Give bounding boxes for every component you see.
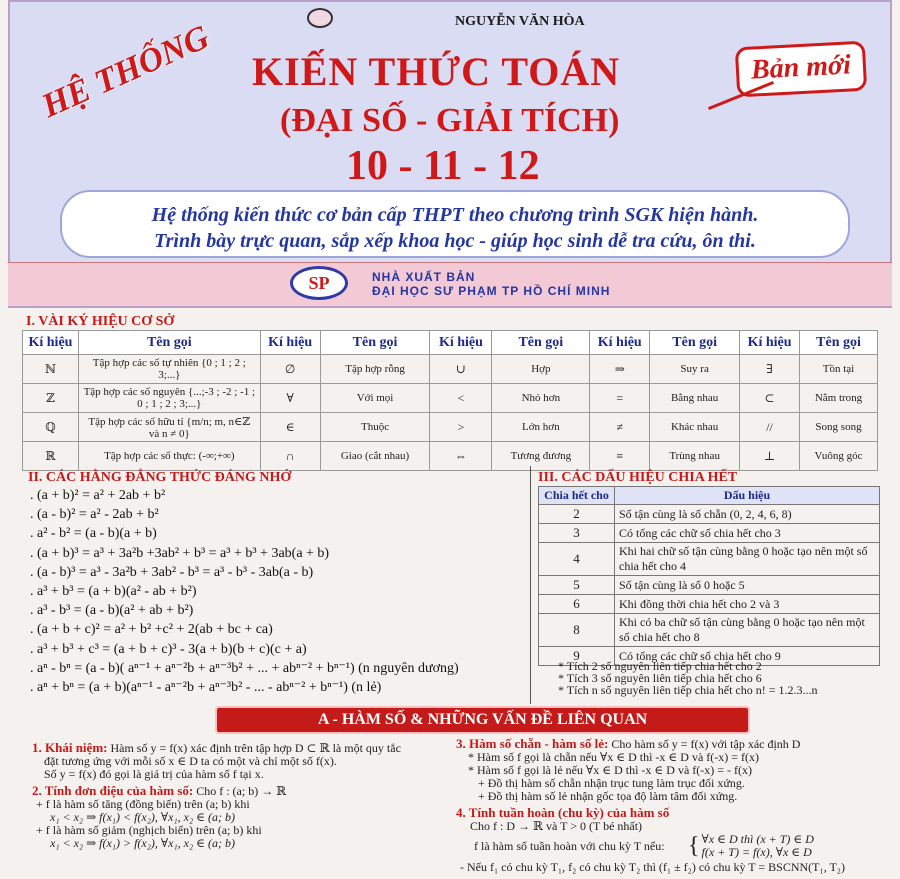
section-divisibility-title: III. CÁC DẤU HIỆU CHIA HẾT (538, 470, 738, 485)
book-subtitle: (ĐẠI SỐ - GIẢI TÍCH) (280, 102, 620, 139)
concept-paragraph (32, 741, 432, 781)
even-odd-text: + Đồ thị hàm số lẻ nhận gốc tọa độ làm tâm đối xứng. (478, 789, 738, 803)
symbol-cell: ⇒ (590, 355, 650, 384)
name-cell: Vuông góc (800, 442, 878, 471)
name-cell: Trùng nhau (650, 442, 740, 471)
name-cell: Tập hợp rỗng (320, 355, 430, 384)
note-item: * Tích n số nguyên liên tiếp chia hết cho n! = 1.2.3...n (558, 683, 818, 697)
col-name: Tên gọi (650, 331, 740, 355)
divisor-cell: 4 (539, 543, 615, 576)
col-name: Tên gọi (800, 331, 878, 355)
concept-text: Số y = f(x) đó gọi là giá trị của hàm số f tại x. (44, 767, 264, 781)
identity-item: . aⁿ - bⁿ = (a - b)( aⁿ⁻¹ + aⁿ⁻²b + aⁿ⁻³b² + ... + abⁿ⁻² + bⁿ⁻¹) (n nguyên dương) (30, 660, 459, 676)
monotonic-text: + f là hàm số giảm (nghịch biến) trên (a; b) khi (36, 823, 262, 837)
symbol-cell: ≠ (590, 413, 650, 442)
col-rule: Dấu hiệu (615, 487, 880, 505)
symbol-cell: ∪ (430, 355, 492, 384)
note-item: * Tích 3 số nguyên liên tiếp chia hết cho 6 (558, 671, 762, 685)
symbol-cell: ≡ (590, 442, 650, 471)
identity-item: . (a + b)³ = a³ + 3a²b +3ab² + b³ = a³ + b³ + 3ab(a + b) (30, 545, 330, 561)
publisher-line-2: ĐẠI HỌC SƯ PHẠM TP HỒ CHÍ MINH (372, 284, 611, 298)
publisher-mini-logo-icon (307, 8, 333, 28)
description-line-1: Hệ thống kiến thức cơ bản cấp THPT theo chương trình SGK hiện hành. (151, 204, 759, 226)
rule-cell: Khi đồng thời chia hết cho 2 và 3 (615, 595, 880, 614)
table-row (539, 505, 880, 524)
name-cell: Tương đương (492, 442, 590, 471)
symbol-cell: > (430, 413, 492, 442)
symbol-cell: ℚ (23, 413, 79, 442)
note-item: * Tích 2 số nguyên liên tiếp chia hết cho 2 (558, 659, 762, 673)
rule-cell: Có tổng các chữ số chia hết cho 9 (615, 647, 880, 666)
symbol-cell: ℝ (23, 442, 79, 471)
name-cell: Song song (800, 413, 878, 442)
even-odd-text: Cho hàm số y = f(x) với tập xác định D (611, 737, 801, 751)
monotonic-text: x₁ < x₂ ⇒ f(x₁) < f(x₂), ∀x₁, x₂ ∈ (a; b) (50, 810, 236, 824)
concept-text: đặt tương ứng với mỗi số x ∈ D ta có một và chỉ một số f(x). (44, 754, 337, 768)
periodic-text: - Nếu f₁ có chu kỳ T₁, f₂ có chu kỳ T₂ thì (f₁ ± f₂) có chu kỳ T = BSCNN(T₁, T₂) (460, 860, 845, 874)
name-cell: Nằm trong (800, 384, 878, 413)
description-line-2: Trình bày trực quan, sắp xếp khoa học - giúp học sinh dễ tra cứu, ôn thi. (154, 230, 756, 252)
col-name: Tên gọi (492, 331, 590, 355)
table-row (539, 614, 880, 647)
concept-heading: 1. Khái niệm: (32, 740, 108, 755)
rule-cell: Số tận cùng là số chẵn (0, 2, 4, 6, 8) (615, 505, 880, 524)
col-symbol: Kí hiệu (23, 331, 79, 355)
even-odd-heading: 3. Hàm số chẵn - hàm số lẻ: (456, 736, 609, 751)
rule-cell: Khi có ba chữ số tận cùng bằng 0 hoặc tạo nên một số chia hết cho 8 (615, 614, 880, 647)
periodic-text: Cho f : D → ℝ và T > 0 (T bé nhất) (470, 819, 643, 833)
identity-item: . aⁿ + bⁿ = (a + b)(aⁿ⁻¹ - aⁿ⁻²b + aⁿ⁻³b² - ... - abⁿ⁻² + bⁿ⁻¹) (n lẻ) (30, 680, 382, 696)
monotonic-heading: 2. Tính đơn điệu của hàm số: (32, 783, 194, 798)
col-name: Tên gọi (320, 331, 430, 355)
table-row (23, 355, 878, 384)
identity-item: . (a + b + c)² = a² + b² +c² + 2(ab + bc + ca) (30, 622, 273, 638)
col-symbol: Kí hiệu (590, 331, 650, 355)
symbol-cell: ℤ (23, 384, 79, 413)
author-name: NGUYỄN VĂN HÒA (455, 14, 585, 29)
name-cell: Tồn tại (800, 355, 878, 384)
name-cell: Thuộc (320, 413, 430, 442)
periodic-paragraph (456, 806, 892, 874)
book-title: KIẾN THỨC TOÁN (252, 49, 621, 94)
symbol-cell: ⊥ (740, 442, 800, 471)
identity-item: . a³ + b³ + c³ = (a + b + c)³ - 3(a + b)(b + c)(c + a) (30, 641, 307, 657)
table-header-row (539, 487, 880, 505)
col-symbol: Kí hiệu (260, 331, 320, 355)
col-symbol: Kí hiệu (430, 331, 492, 355)
section-symbols-title: I. VÀI KÝ HIỆU CƠ SỞ (26, 314, 175, 329)
identity-item: . (a - b)² = a² - 2ab + b² (30, 507, 159, 523)
concept-text: Hàm số y = f(x) xác định trên tập hợp D ⊂ ℝ là một quy tắc (110, 741, 401, 755)
name-cell: Giao (cắt nhau) (320, 442, 430, 471)
identity-item: . (a + b)² = a² + 2ab + b² (30, 488, 166, 503)
periodic-text: f là hàm số tuần hoàn với chu kỳ T nếu: (474, 838, 665, 853)
even-odd-text: * Hàm số f gọi là chẵn nếu ∀x ∈ D thì -x ∈ D và f(-x) = f(x) (468, 750, 760, 764)
table-row (539, 543, 880, 576)
divisor-cell: 2 (539, 505, 615, 524)
section-identities-title: II. CÁC HẰNG ĐẲNG THỨC ĐÁNG NHỚ (28, 470, 292, 485)
periodic-condition: ∀x ∈ D thì (x + T) ∈ D (701, 832, 814, 846)
name-cell: Tập hợp các số tự nhiên {0 ; 1 ; 2 ; 3;...} (78, 355, 260, 384)
brace-icon: { (688, 833, 700, 859)
name-cell: Lớn hơn (492, 413, 590, 442)
name-cell: Suy ra (650, 355, 740, 384)
symbol-cell: ∩ (260, 442, 320, 471)
identity-item: . a² - b² = (a - b)(a + b) (30, 526, 157, 542)
monotonic-text: Cho f : (a; b) → ℝ (196, 784, 287, 798)
symbol-cell: ⇔ (430, 442, 492, 471)
identity-item: . a³ + b³ = (a + b)(a² - ab + b²) (30, 584, 197, 600)
periodic-heading: 4. Tính tuần hoàn (chu kỳ) của hàm số (456, 805, 670, 820)
table-row (23, 413, 878, 442)
name-cell: Hợp (492, 355, 590, 384)
divisor-cell: 8 (539, 614, 615, 647)
divisor-cell: 3 (539, 524, 615, 543)
name-cell: Với mọi (320, 384, 430, 413)
table-row (23, 442, 878, 471)
symbol-cell: ∈ (260, 413, 320, 442)
even-odd-text: * Hàm số f gọi là lẻ nếu ∀x ∈ D thì -x ∈ D và f(-x) = - f(x) (468, 763, 753, 777)
symbol-cell: ℕ (23, 355, 79, 384)
symbols-table (22, 330, 878, 471)
divisibility-notes (558, 660, 818, 696)
symbol-cell: < (430, 384, 492, 413)
monotonic-paragraph (32, 784, 432, 850)
divisor-cell: 6 (539, 595, 615, 614)
column-divider (530, 466, 531, 704)
divisor-cell: 9 (539, 647, 615, 666)
identity-item: . (a - b)³ = a³ - 3a²b + 3ab² - b³ = a³ - b³ - 3ab(a - b) (30, 564, 314, 580)
symbol-cell: = (590, 384, 650, 413)
symbol-cell: ∃ (740, 355, 800, 384)
even-odd-paragraph (456, 737, 886, 803)
name-cell: Bằng nhau (650, 384, 740, 413)
series-label: HỆ THỐNG (36, 18, 215, 126)
name-cell: Tập hợp các số nguyên {...;-3 ; -2 ; -1 ; 0 ; 1 ; 2 ; 3;...} (78, 384, 260, 413)
section-a-header: A - HÀM SỐ & NHỮNG VẤN ĐỀ LIÊN QUAN (215, 706, 750, 734)
publisher-logo: SP (290, 266, 348, 300)
table-row (539, 595, 880, 614)
table-row (539, 524, 880, 543)
name-cell: Khác nhau (650, 413, 740, 442)
rule-cell: Có tổng các chữ số chia hết cho 3 (615, 524, 880, 543)
col-symbol: Kí hiệu (740, 331, 800, 355)
symbol-cell: ⊂ (740, 384, 800, 413)
name-cell: Tập hợp các số hữu tỉ {m/n; m, n∈ℤ và n ≠ 0} (78, 413, 260, 442)
divisor-cell: 5 (539, 576, 615, 595)
even-odd-text: + Đồ thị hàm số chẵn nhận trục tung làm trục đối xứng. (478, 776, 745, 790)
grade-levels: 10 - 11 - 12 (346, 143, 540, 189)
identities-list (30, 486, 459, 697)
symbol-cell: ∅ (260, 355, 320, 384)
new-edition-badge: Bản mới (735, 41, 867, 98)
monotonic-text: + f là hàm số tăng (đồng biến) trên (a; b) khi (36, 797, 250, 811)
monotonic-text: x₁ < x₂ ⇒ f(x₁) > f(x₂), ∀x₁, x₂ ∈ (a; b) (50, 836, 236, 850)
publisher-line-1: NHÀ XUẤT BẢN (372, 270, 476, 284)
name-cell: Tập hợp các số thực: (-∞;+∞) (78, 442, 260, 471)
rule-cell: Khi hai chữ số tận cùng bằng 0 hoặc tạo nên một số chia hết cho 4 (615, 543, 880, 576)
rule-cell: Số tận cùng là số 0 hoặc 5 (615, 576, 880, 595)
description-banner (60, 190, 850, 258)
identity-item: . a³ - b³ = (a - b)(a² + ab + b²) (30, 603, 194, 619)
table-row (539, 576, 880, 595)
periodic-condition: f(x + T) = f(x), ∀x ∈ D (701, 845, 812, 859)
col-name: Tên gọi (78, 331, 260, 355)
divisibility-table (538, 486, 880, 666)
col-divisor: Chia hết cho (539, 487, 615, 505)
name-cell: Nhỏ hơn (492, 384, 590, 413)
symbol-cell: ∀ (260, 384, 320, 413)
table-header-row (23, 331, 878, 355)
table-row (23, 384, 878, 413)
symbol-cell: // (740, 413, 800, 442)
